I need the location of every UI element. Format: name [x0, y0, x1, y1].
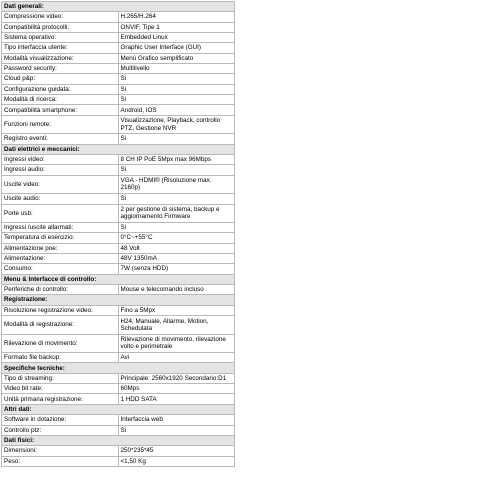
spec-label: Compatibilità smartphone: [2, 105, 119, 115]
spec-row [2, 373, 235, 383]
spec-label: Modalità di ricerca: [2, 95, 119, 105]
spec-table [1, 1, 235, 467]
spec-row [2, 446, 235, 456]
spec-label: Alimentazione poe: [2, 243, 119, 253]
section-header-row [2, 435, 235, 445]
spec-value: VGA - HDMI® (Risoluzione max. 2160p) [118, 175, 235, 194]
spec-row [2, 134, 235, 144]
spec-value: 1 HDD SATA [118, 394, 235, 404]
spec-row [2, 74, 235, 84]
spec-value: Si [118, 194, 235, 204]
spec-row [2, 394, 235, 404]
spec-label: Compressione video: [2, 12, 119, 22]
spec-value: ONVIF, Tipe 1 [118, 22, 235, 32]
spec-row [2, 105, 235, 115]
spec-label: Software in dotazione: [2, 415, 119, 425]
spec-value: 2 per gestione di sistema, backup e aggiornamento Firmware [118, 204, 235, 223]
spec-label: Ingressi audio: [2, 165, 119, 175]
spec-value: 48V 1350mA [118, 254, 235, 264]
spec-row [2, 415, 235, 425]
spec-row [2, 305, 235, 315]
spec-value: Interfaccia web [118, 415, 235, 425]
spec-label: Tipo di streaming: [2, 373, 119, 383]
spec-value: 250*235*45 [118, 446, 235, 456]
spec-label: Formato file backup: [2, 353, 119, 363]
section-header: Specifiche tecniche: [2, 363, 235, 373]
spec-row [2, 353, 235, 363]
spec-value: 7W (senza HDD) [118, 264, 235, 274]
spec-value: Graphic User Interface (GUI) [118, 43, 235, 53]
spec-value: Visualizzazione, Playback, controllo PTZ, Gestione NVR [118, 115, 235, 134]
spec-value: 0°C~+55°C [118, 233, 235, 243]
spec-label: Porte usb: [2, 204, 119, 223]
spec-label: Ingressi /uscite allarmati: [2, 223, 119, 233]
spec-label: Video bit rate: [2, 384, 119, 394]
spec-label: Modalità visualizzazione: [2, 53, 119, 63]
section-header: Registrazione: [2, 295, 235, 305]
spec-row [2, 43, 235, 53]
spec-value: Si [118, 223, 235, 233]
spec-label: Rilevazione di movimento: [2, 334, 119, 353]
spec-row [2, 115, 235, 134]
spec-value: Principale: 2560x1920 Secondario:D1 [118, 373, 235, 383]
spec-label: Temperatura di esercizio: [2, 233, 119, 243]
spec-value: Si [118, 425, 235, 435]
section-header: Dati generali: [2, 2, 235, 12]
spec-row [2, 22, 235, 32]
section-header-row [2, 2, 235, 12]
spec-row [2, 194, 235, 204]
spec-row [2, 425, 235, 435]
spec-row [2, 456, 235, 466]
spec-value: 60Mps [118, 384, 235, 394]
spec-row [2, 254, 235, 264]
spec-row [2, 84, 235, 94]
section-header: Menu & Interfacce di controllo: [2, 274, 235, 284]
section-header-row [2, 404, 235, 414]
spec-label: Ingressi video: [2, 154, 119, 164]
spec-value: Multilivello [118, 64, 235, 74]
spec-row [2, 223, 235, 233]
section-header-row [2, 295, 235, 305]
spec-row [2, 264, 235, 274]
spec-row [2, 384, 235, 394]
spec-value: H.265/H.264 [118, 12, 235, 22]
spec-value: Si [118, 74, 235, 84]
spec-row [2, 33, 235, 43]
section-header-row [2, 363, 235, 373]
spec-label: Cloud p&p: [2, 74, 119, 84]
spec-label: Configurazione guidata: [2, 84, 119, 94]
spec-value: Si [118, 134, 235, 144]
spec-row [2, 334, 235, 353]
spec-row [2, 154, 235, 164]
spec-label: Compatibilità protocolli: [2, 22, 119, 32]
section-header-row [2, 144, 235, 154]
spec-row [2, 175, 235, 194]
spec-value: Si [118, 165, 235, 175]
spec-row [2, 12, 235, 22]
spec-row [2, 165, 235, 175]
spec-value: Menù Grafico semplificato [118, 53, 235, 63]
spec-label: Alimentazione: [2, 254, 119, 264]
spec-label: Registro eventi: [2, 134, 119, 144]
spec-label: Risoluzione registrazione video: [2, 305, 119, 315]
spec-label: Consumo: [2, 264, 119, 274]
spec-value: Mouse e telecomando incluso [118, 285, 235, 295]
spec-row [2, 285, 235, 295]
spec-label: Uscite video: [2, 175, 119, 194]
spec-table-body [2, 2, 235, 467]
spec-row [2, 95, 235, 105]
spec-value: Rilevazione di movimento, rilevazione volto e perimetrale [118, 334, 235, 353]
spec-value: Embedded Linux [118, 33, 235, 43]
section-header: Dati fisici: [2, 435, 235, 445]
spec-label: Periferiche di controllo: [2, 285, 119, 295]
spec-row [2, 243, 235, 253]
spec-row [2, 316, 235, 335]
spec-value: Android, IOS [118, 105, 235, 115]
spec-value: Si [118, 95, 235, 105]
spec-label: Tipo interfaccia utente: [2, 43, 119, 53]
spec-row [2, 233, 235, 243]
spec-label: Dimensioni: [2, 446, 119, 456]
spec-row [2, 204, 235, 223]
spec-label: Peso: [2, 456, 119, 466]
spec-value: <1,50 Kg [118, 456, 235, 466]
spec-value: Si [118, 84, 235, 94]
spec-label: Unità primaria registrazione: [2, 394, 119, 404]
spec-value: Fino a 5Mpx [118, 305, 235, 315]
spec-label: Funzioni remote: [2, 115, 119, 134]
spec-label: Controllo ptz: [2, 425, 119, 435]
section-header: Altri dati: [2, 404, 235, 414]
spec-label: Password security: [2, 64, 119, 74]
spec-value: H24, Manuale, Allarme, Motion, Schedulata [118, 316, 235, 335]
spec-row [2, 53, 235, 63]
spec-label: Modalità di registrazione: [2, 316, 119, 335]
spec-label: Sistema operativo: [2, 33, 119, 43]
section-header-row [2, 274, 235, 284]
spec-value: Avi [118, 353, 235, 363]
section-header: Dati elettrici e meccanici: [2, 144, 235, 154]
spec-value: 8 CH IP PoE 5Mpx max 96Mbps [118, 154, 235, 164]
spec-row [2, 64, 235, 74]
spec-value: 48 Volt [118, 243, 235, 253]
spec-label: Uscite audio: [2, 194, 119, 204]
